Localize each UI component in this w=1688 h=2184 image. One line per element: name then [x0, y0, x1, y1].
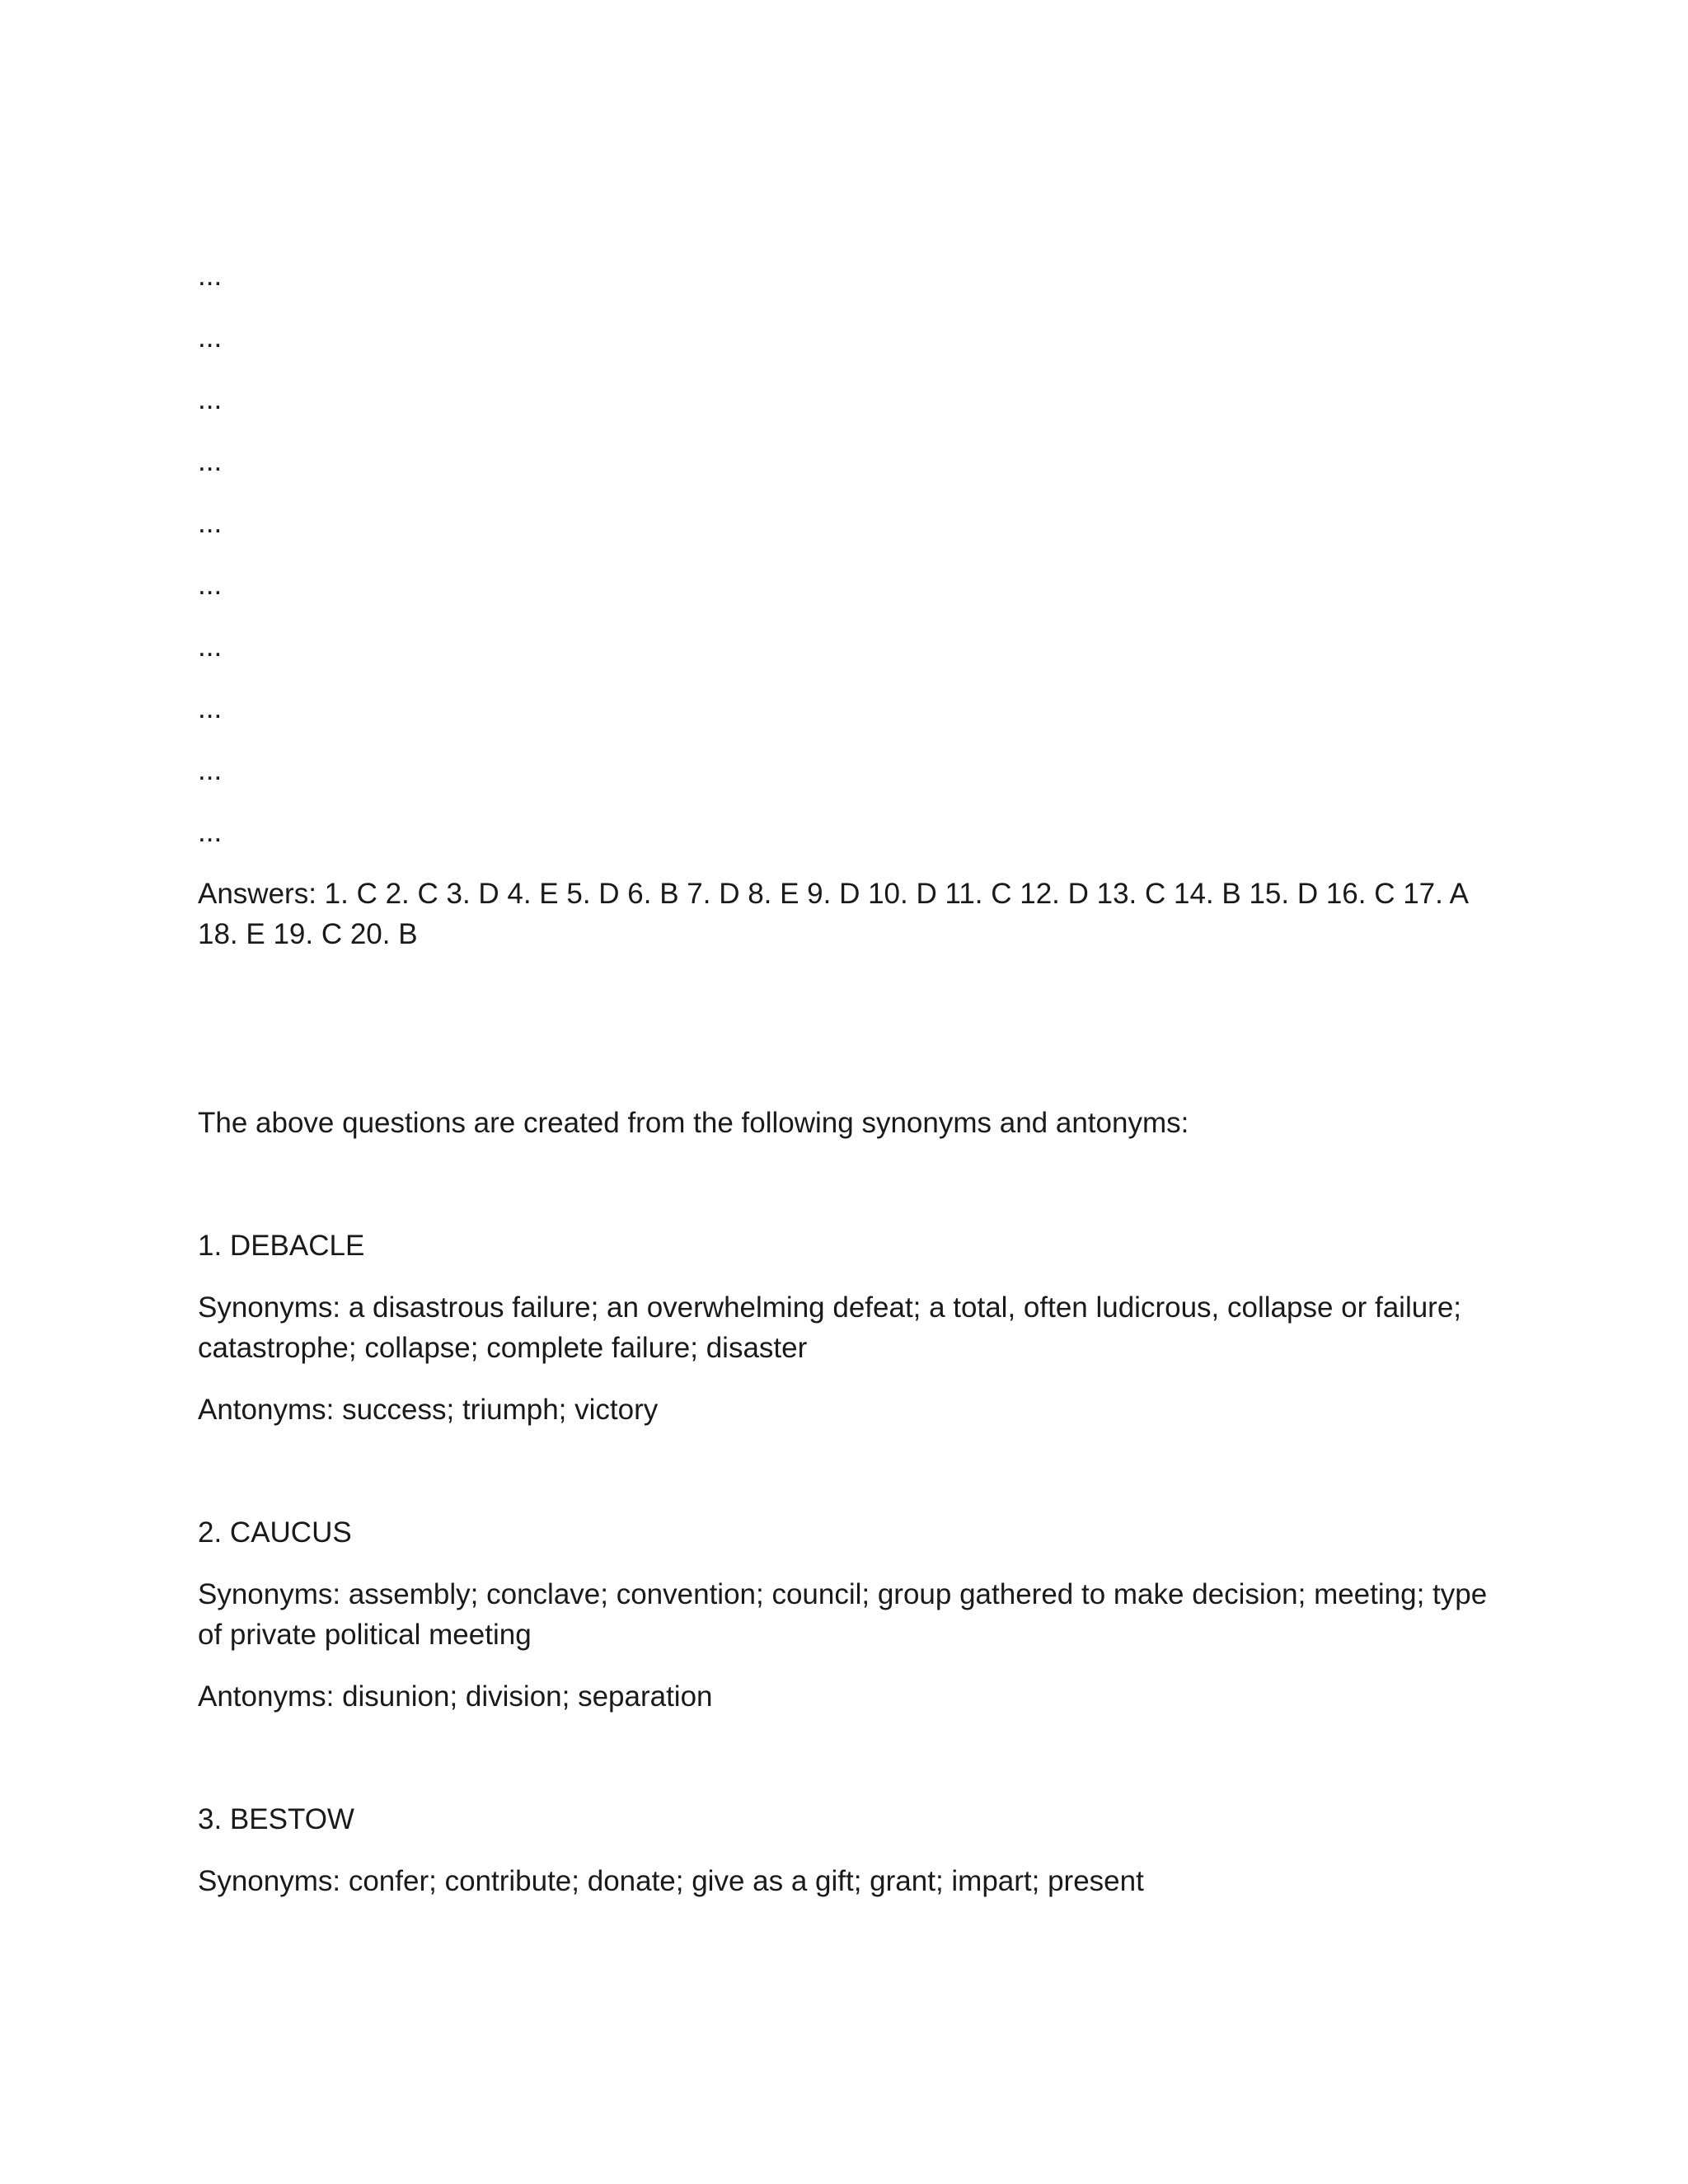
ellipsis-line: ...: [198, 754, 223, 786]
document-body: [198, 255, 1500, 1901]
ellipsis-line: ...: [198, 816, 223, 848]
spacer: [198, 1143, 1500, 1226]
ellipsis-line: ...: [198, 383, 223, 415]
term-heading: 3. BESTOW: [198, 1803, 354, 1835]
ellipsis-line: ...: [198, 260, 223, 292]
ellipsis-line: ...: [198, 321, 223, 354]
term-entry: [198, 1799, 1500, 1901]
ellipsis-line: ...: [198, 569, 223, 601]
term-entry: [198, 1226, 1500, 1430]
term-heading: 2. CAUCUS: [198, 1516, 352, 1549]
spacer: [198, 1717, 1500, 1799]
term-synonyms: Synonyms: assembly; conclave; convention; council; group gathered to make decision; meeting; type of private political meeting: [198, 1578, 1488, 1651]
term-antonyms: Antonyms: success; triumph; victory: [198, 1394, 659, 1426]
term-heading: 1. DEBACLE: [198, 1230, 365, 1262]
ellipsis-line: ...: [198, 507, 223, 539]
intro-text: The above questions are created from the following synonyms and antonyms:: [198, 1107, 1189, 1139]
term-antonyms: Antonyms: disunion; division; separation: [198, 1680, 713, 1713]
ellipsis-line: ...: [198, 445, 223, 477]
ellipsis-line: ...: [198, 630, 223, 663]
spacer: [198, 1430, 1500, 1512]
answers-key: Answers: 1. C 2. C 3. D 4. E 5. D 6. B 7. D 8. E 9. D 10. D 11. C 12. D 13. C 14. B 15. D 16. C 17. A 18. E 19. C 20. B: [198, 878, 1468, 950]
ellipsis-list: [198, 255, 1500, 874]
spacer: [198, 954, 1500, 1103]
term-synonyms: Synonyms: confer; contribute; donate; give as a gift; grant; impart; present: [198, 1865, 1144, 1897]
ellipsis-line: ...: [198, 692, 223, 724]
term-synonyms: Synonyms: a disastrous failure; an overwhelming defeat; a total, often ludicrous, collapse or failure; catastrophe; collapse; complete failure; disaster: [198, 1291, 1462, 1364]
term-entry: [198, 1512, 1500, 1717]
